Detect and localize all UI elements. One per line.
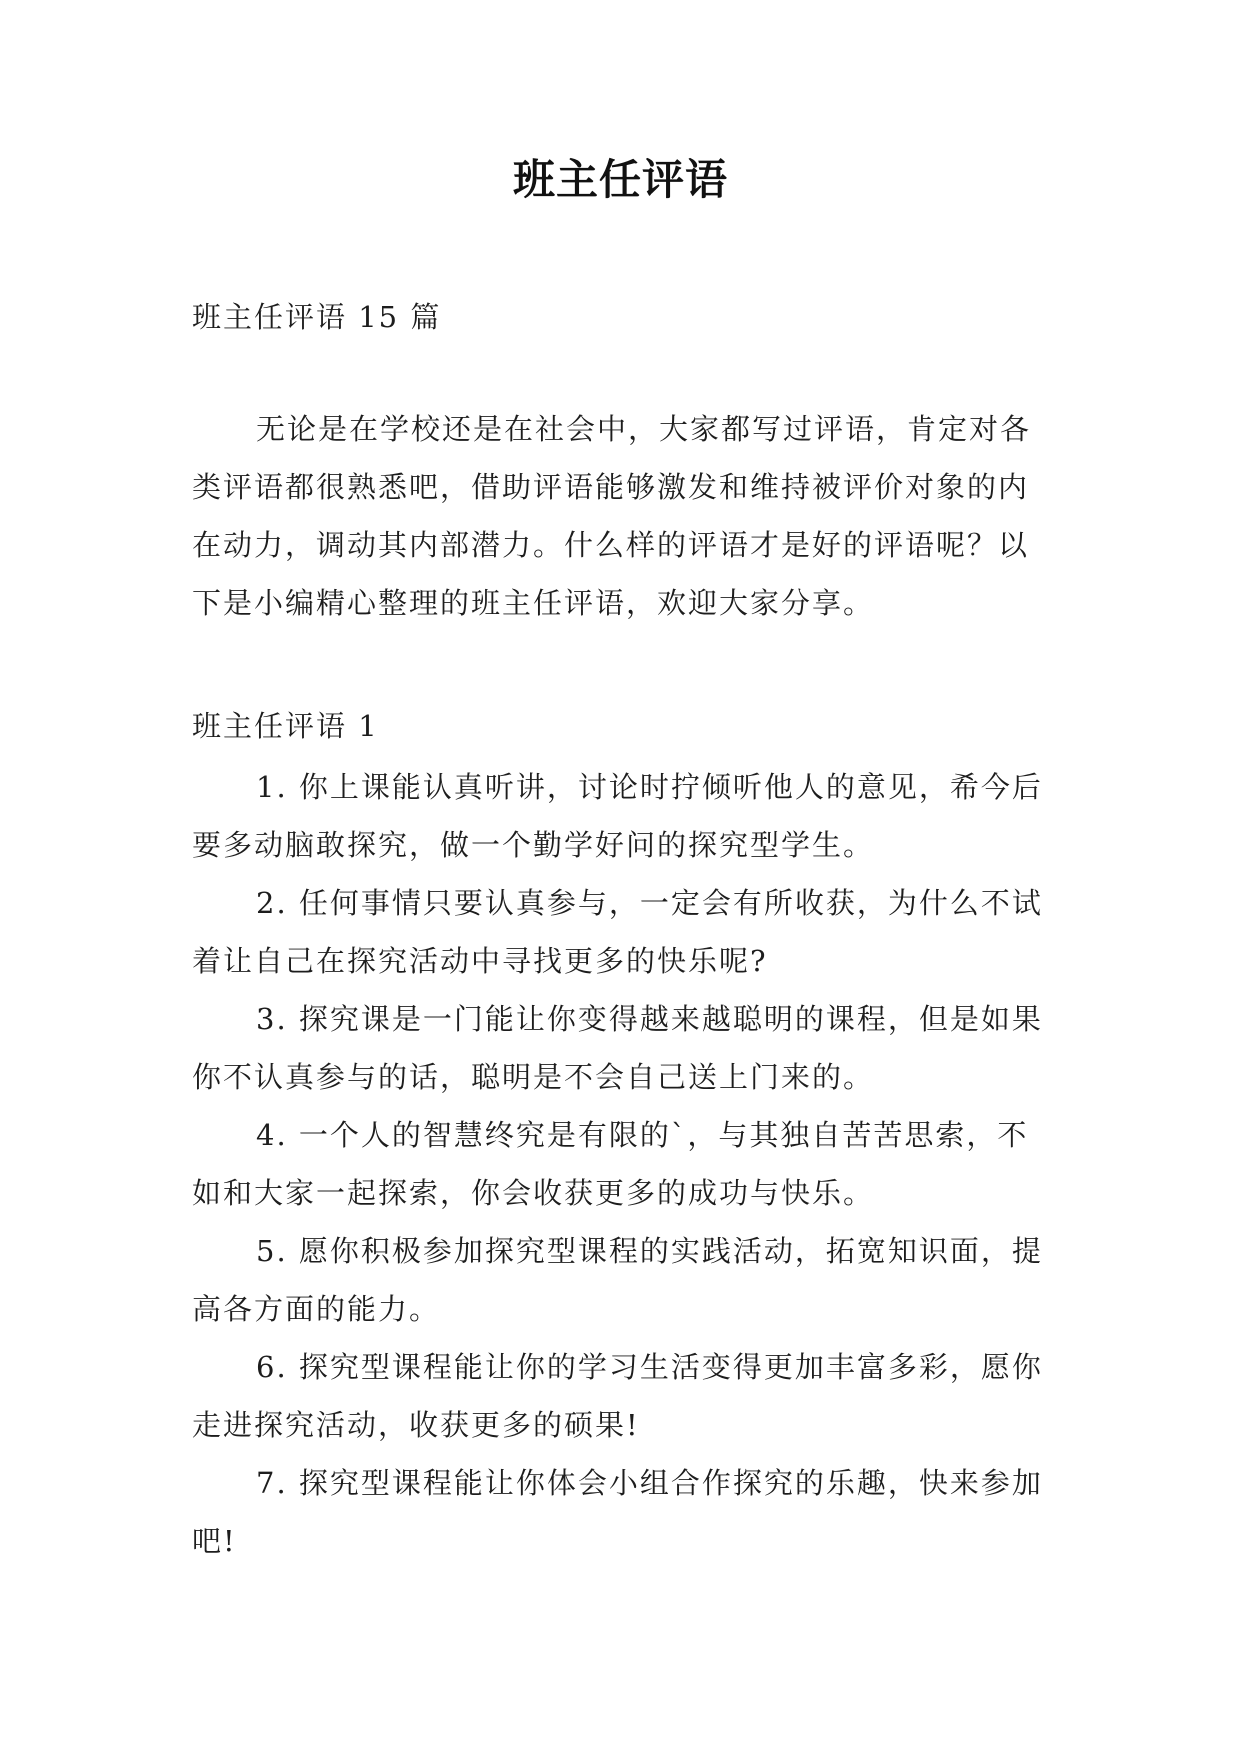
comment-item-7: 7. 探究型课程能让你体会小组合作探究的乐趣，快来参加吧! [192,1466,1043,1558]
comment-item-2: 2. 任何事情只要认真参与，一定会有所收获，为什么不试着让自己在探究活动中寻找更多的快乐呢? [192,886,1043,978]
comment-item-3: 3. 探究课是一门能让你变得越来越聪明的课程，但是如果你不认真参与的话，聪明是不会自己送上门来的。 [192,1002,1043,1094]
section-heading: 班主任评语 1 [192,709,379,743]
document-title: 班主任评语 [512,155,728,204]
comment-list [192,758,1054,1570]
comment-item-1: 1. 你上课能认真听讲，讨论时拧倾听他人的意见，希今后要多动脑敢探究，做一个勤学好问的探究型学生。 [192,770,1043,862]
intro-paragraph: 无论是在学校还是在社会中，大家都写过评语，肯定对各类评语都很熟悉吧，借助评语能够激发和维持被评价对象的内在动力，调动其内部潜力。什么样的评语才是好的评语呢？以下是小编精心整理的班主任评语，欢迎大家分享。 [192,412,1032,620]
comment-item-6: 6. 探究型课程能让你的学习生活变得更加丰富多彩，愿你走进探究活动，收获更多的硕果! [192,1350,1043,1442]
comment-item-4: 4. 一个人的智慧终究是有限的`，与其独自苦苦思索，不如和大家一起探索，你会收获更多的成功与快乐。 [192,1118,1029,1210]
comment-item-5: 5. 愿你积极参加探究型课程的实践活动，拓宽知识面，提高各方面的能力。 [192,1234,1043,1326]
document-subtitle: 班主任评语 15 篇 [192,300,442,334]
